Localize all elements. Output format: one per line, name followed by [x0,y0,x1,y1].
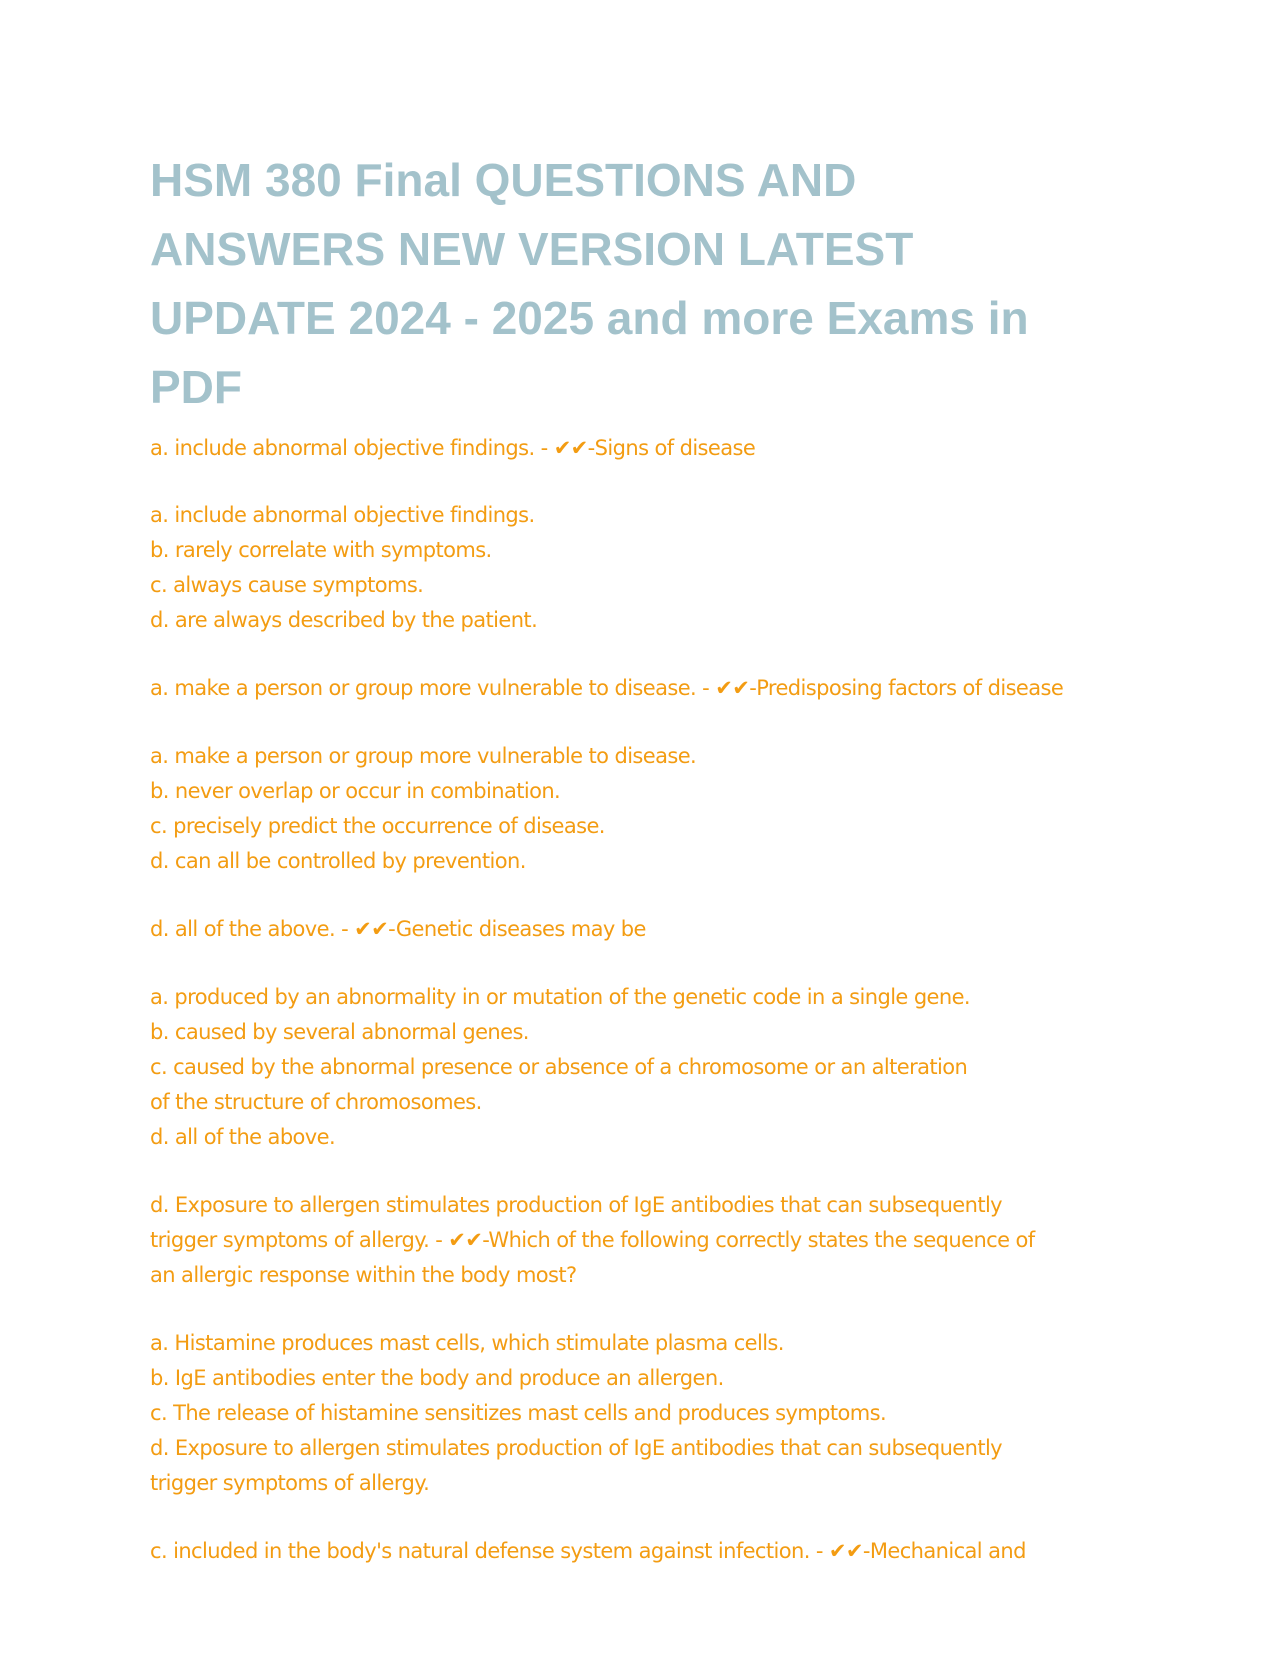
answer-line-3: d. all of the above. - ✔✔-Genetic diseases may be [150,917,646,941]
option-line: d. Exposure to allergen stimulates production of IgE antibodies that can subsequently [150,1436,1003,1460]
document-title: HSM 380 Final QUESTIONS AND ANSWERS NEW VERSION LATEST UPDATE 2024 - 2025 and more Exams in PDF [150,154,1029,413]
option-line: b. rarely correlate with symptoms. [150,538,492,562]
answer-line-5: c. included in the body's natural defense system against infection. - ✔✔-Mechanical and [150,1539,1026,1563]
option-line: a. produced by an abnormality in or mutation of the genetic code in a single gene. [150,985,970,1009]
document-page [150,146,1130,1569]
option-line: b. IgE antibodies enter the body and produce an allergen. [150,1366,724,1390]
option-line: b. caused by several abnormal genes. [150,1020,529,1044]
option-line: d. can all be controlled by prevention. [150,849,526,873]
option-line: of the structure of chromosomes. [150,1090,482,1114]
answer-line-4: an allergic response within the body most? [150,1263,577,1287]
option-line: b. never overlap or occur in combination. [150,779,561,803]
answer-line-1: a. include abnormal objective findings. - ✔✔-Signs of disease [150,436,756,460]
option-line: d. all of the above. [150,1125,336,1149]
document-body [150,431,1130,1569]
option-line: c. The release of histamine sensitizes mast cells and produces symptoms. [150,1401,887,1425]
option-line: c. caused by the abnormal presence or absence of a chromosome or an alteration [150,1055,968,1079]
answer-line-4: d. Exposure to allergen stimulates production of IgE antibodies that can subsequently [150,1193,1003,1217]
option-line: c. always cause symptoms. [150,573,424,597]
option-line: trigger symptoms of allergy. [150,1471,430,1495]
answer-line-4: trigger symptoms of allergy. - ✔✔-Which of the following correctly states the sequence of [150,1228,1035,1252]
option-line: a. include abnormal objective findings. [150,503,535,527]
option-line: a. make a person or group more vulnerable to disease. [150,744,697,768]
option-line: a. Histamine produces mast cells, which stimulate plasma cells. [150,1331,784,1355]
option-line: d. are always described by the patient. [150,608,538,632]
option-line: c. precisely predict the occurrence of disease. [150,814,605,838]
answer-line-2: a. make a person or group more vulnerable to disease. - ✔✔-Predisposing factors of disease [150,676,1064,700]
